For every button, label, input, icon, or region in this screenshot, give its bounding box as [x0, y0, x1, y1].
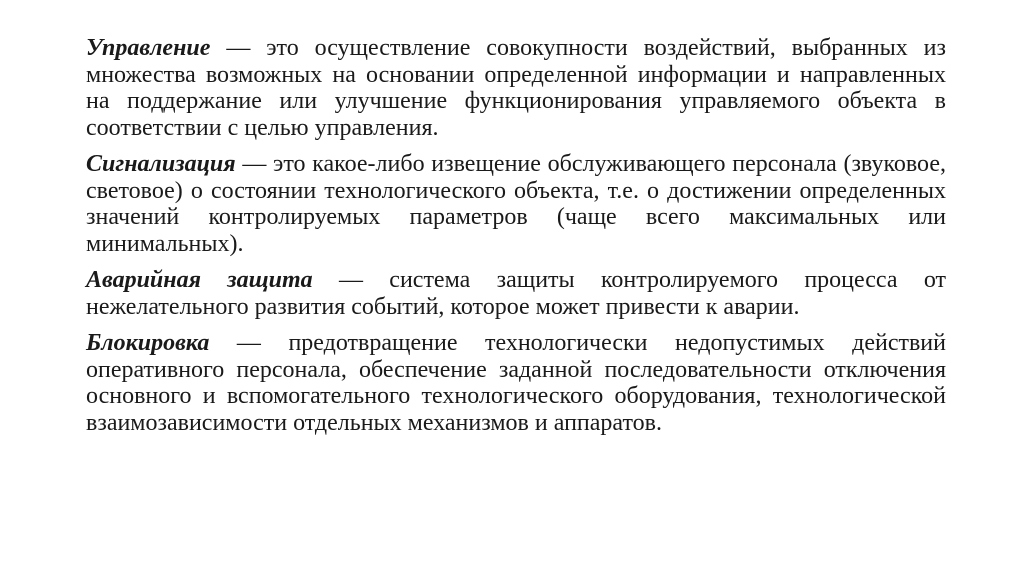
definition-control — [86, 35, 946, 141]
definition-signaling — [86, 151, 946, 257]
term-emergency-protection: Аварийная защита — [86, 267, 313, 293]
definitions-list — [86, 35, 946, 446]
term-signaling: Сигнализация — [86, 151, 236, 177]
definition-interlock — [86, 330, 946, 436]
definition-emergency-protection — [86, 267, 946, 320]
definition-text-emergency-protection: — система защиты контролируемого процесса от нежелательного развития событий, которое может привести к аварии. — [86, 267, 947, 320]
definition-text-interlock: — предотвращение технологически недопустимых действий оперативного персонала, обеспечение заданной последовательности отключения основного и вспомогательного технологического оборудования, технологической взаимозависимости отдельных механизмов и аппаратов. — [86, 330, 946, 436]
term-interlock: Блокировка — [86, 330, 210, 356]
definition-text-control: — это осуществление совокупности воздействий, выбранных из множества возможных на основании определенной информации и направленных на поддержание или улучшение функционирования управляемого объекта в соответствии с целью управления. — [86, 35, 946, 141]
term-control: Управление — [86, 35, 211, 61]
definition-text-signaling: — это какое-либо извещение обслуживающего персонала (звуковое, световое) о состоянии технологического объекта, т.е. о достижении определенных значений контролируемых параметров (чаще всего максимальных или минимальных). — [86, 151, 946, 257]
